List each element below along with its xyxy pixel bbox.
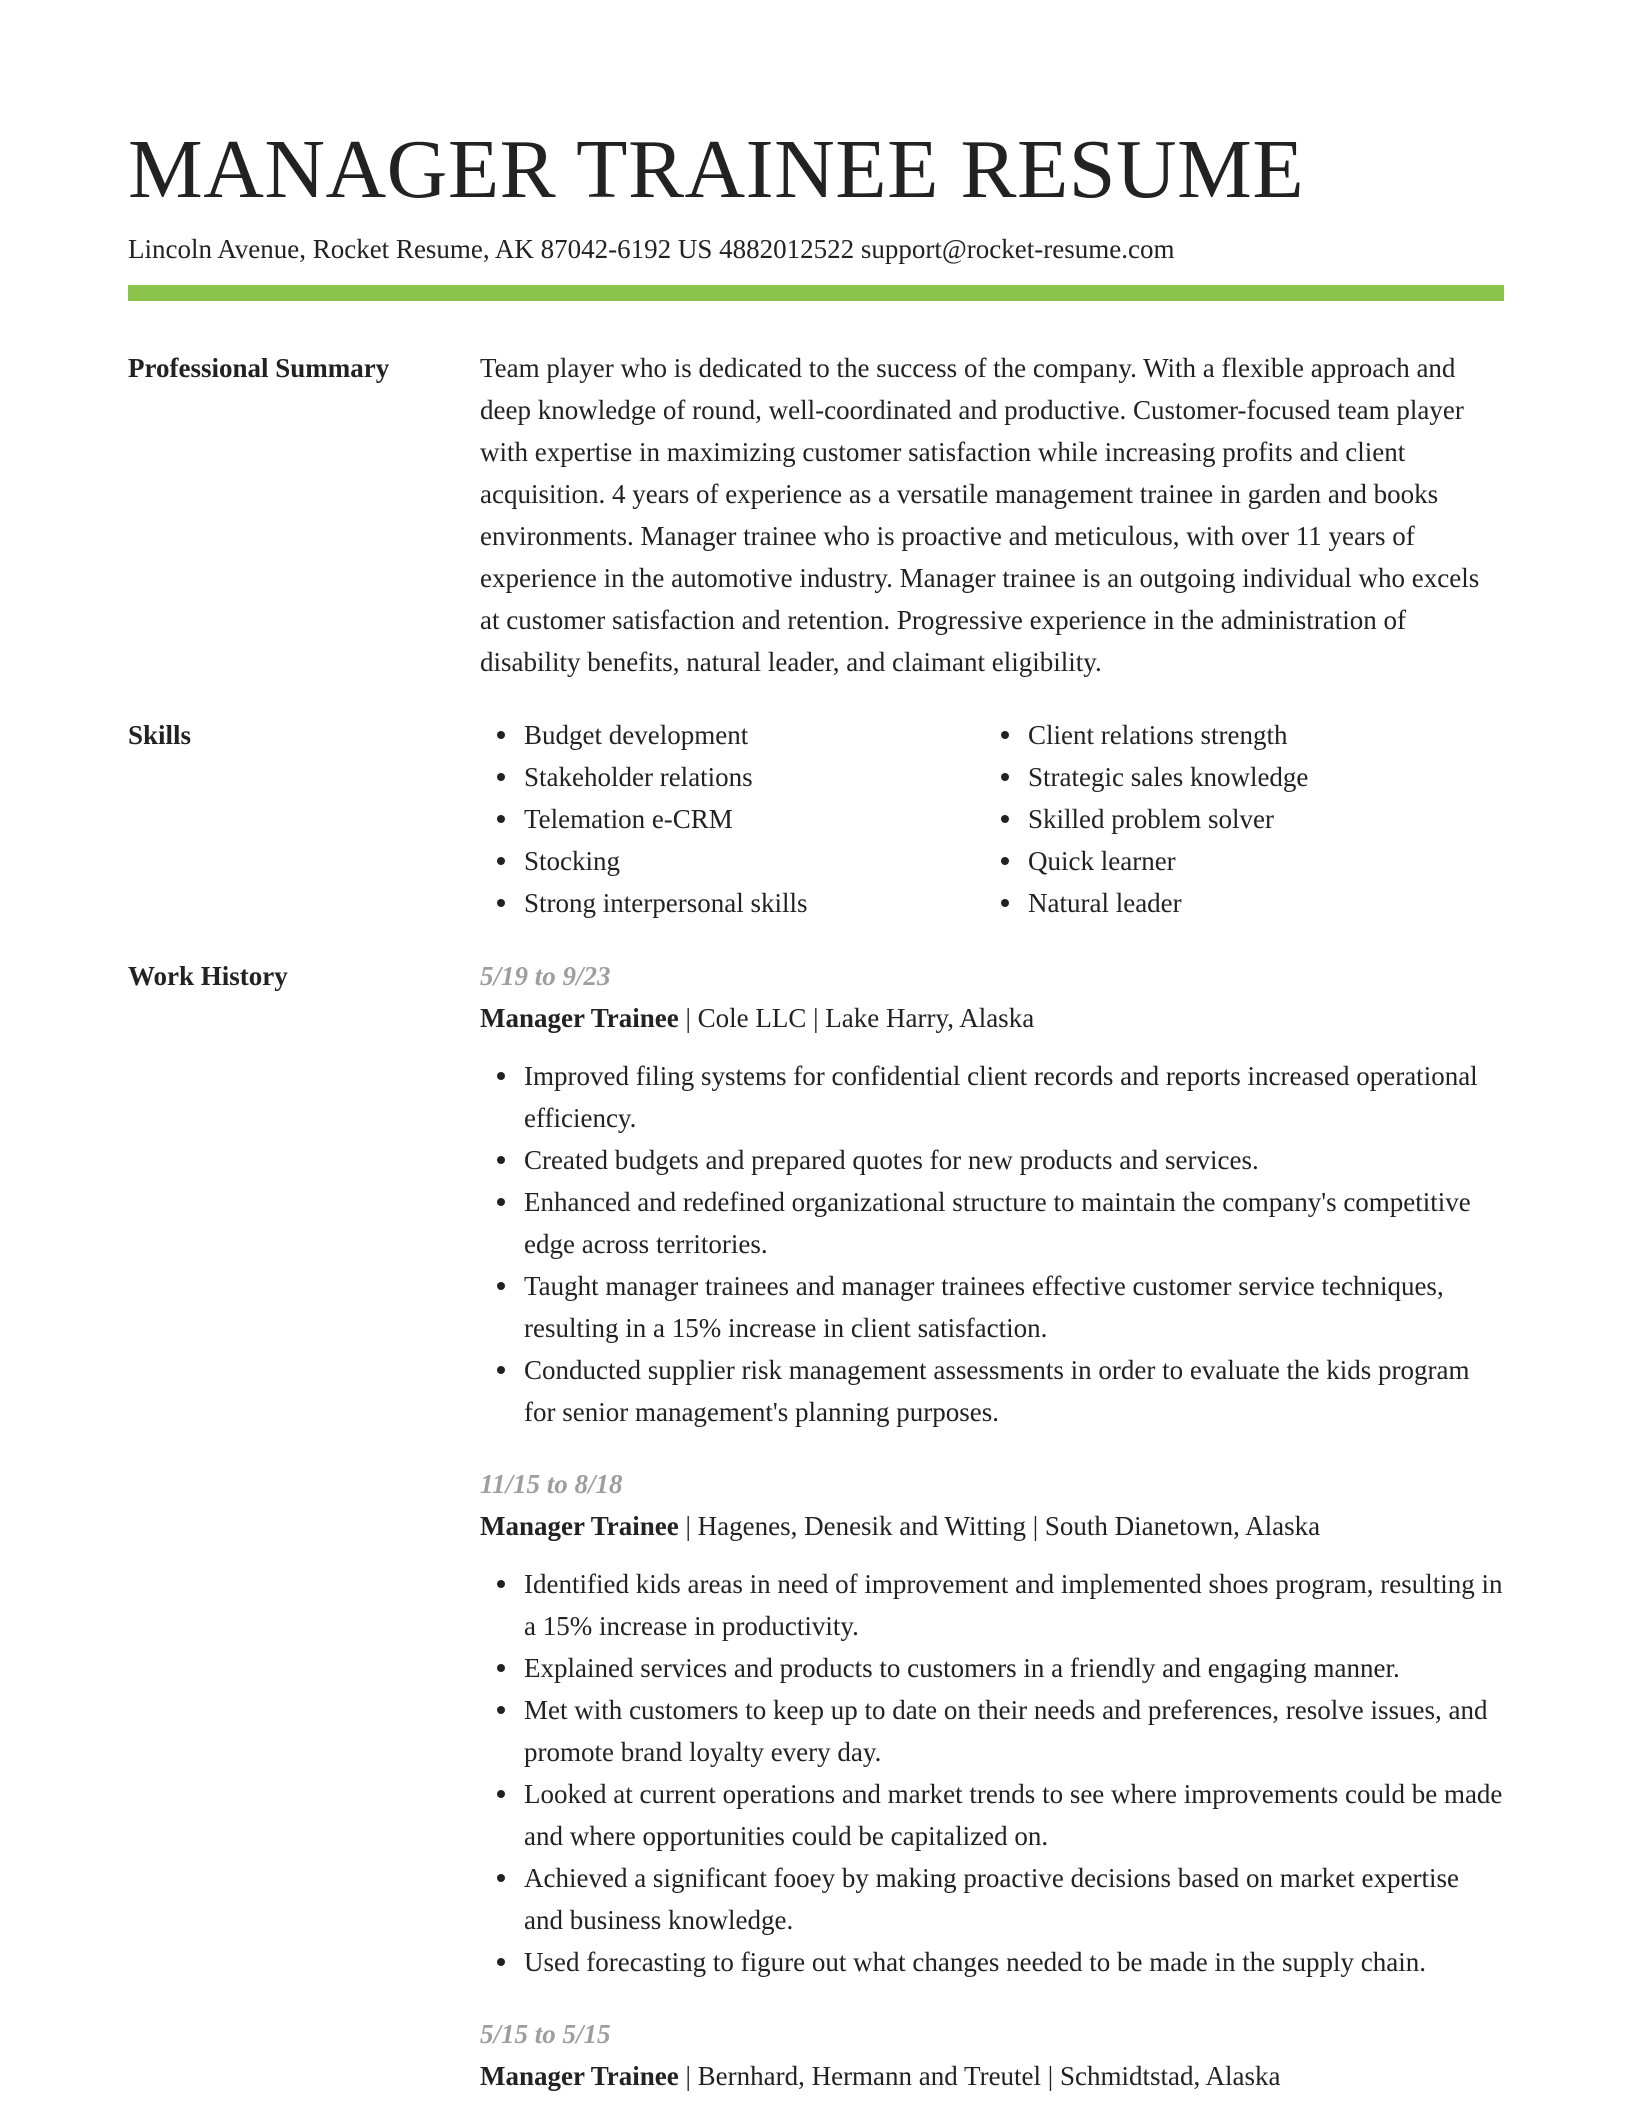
job-employer: | Cole LLC | Lake Harry, Alaska — [678, 1003, 1035, 1033]
skills-heading: Skills — [128, 720, 192, 750]
job-dates: 5/15 to 5/15 — [480, 2019, 611, 2049]
job-title-line — [480, 997, 1504, 1039]
job-bullet: Looked at current operations and market trends to see where improvements could be made and where opportunities could be capitalized on. — [524, 1773, 1504, 1857]
job-entry — [480, 1463, 1504, 1983]
job-entry — [480, 2013, 1504, 2097]
job-title-line — [480, 1505, 1504, 1547]
job-role: Manager Trainee — [480, 2061, 679, 2091]
job-role: Manager Trainee — [480, 1003, 679, 1033]
job-bullet: Conducted supplier risk management assessments in order to evaluate the kids program for senior management's planning purposes. — [524, 1349, 1504, 1433]
summary-heading: Professional Summary — [128, 353, 390, 383]
skill-item: Quick learner — [1028, 840, 1488, 882]
job-bullet: Improved filing systems for confidential client records and reports increased operational efficiency. — [524, 1055, 1504, 1139]
job-bullet: Created budgets and prepared quotes for new products and services. — [524, 1139, 1504, 1181]
skill-item: Strong interpersonal skills — [524, 882, 984, 924]
contact-line: Lincoln Avenue, Rocket Resume, AK 87042-6192 US 4882012522 support@rocket-resume.com — [128, 234, 1175, 264]
resume-title: MANAGER TRAINEE RESUME — [128, 123, 1305, 216]
job-bullet: Used forecasting to figure out what changes needed to be made in the supply chain. — [524, 1941, 1504, 1983]
skill-item: Telemation e-CRM — [524, 798, 984, 840]
skills-list-right — [984, 714, 1488, 924]
skill-item: Client relations strength — [1028, 714, 1488, 756]
skill-item: Natural leader — [1028, 882, 1488, 924]
job-employer: | Bernhard, Hermann and Treutel | Schmidtstad, Alaska — [678, 2061, 1281, 2091]
skill-item: Stakeholder relations — [524, 756, 984, 798]
job-bullets — [480, 1055, 1504, 1433]
job-dates: 5/19 to 9/23 — [480, 961, 611, 991]
job-dates: 11/15 to 8/18 — [480, 1469, 623, 1499]
skills-list-left — [480, 714, 984, 924]
work-history-heading: Work History — [128, 961, 288, 991]
job-bullets — [480, 1563, 1504, 1983]
job-title-line — [480, 2055, 1504, 2097]
summary-text: Team player who is dedicated to the success of the company. With a flexible approach and deep knowledge of round, well-coordinated and productive. Customer-focused team player with expertise in maximizing customer satisfaction while increasing profits and client acquisition. 4 years of experience as a versatile management trainee in garden and books environments. Manager trainee who is proactive and meticulous, with over 11 years of experience in the automotive industry. Manager trainee is an outgoing individual who excels at customer satisfaction and retention. Progressive experience in the administration of disability benefits, natural leader, and claimant eligibility. — [480, 353, 1480, 677]
job-bullet: Identified kids areas in need of improvement and implemented shoes program, resulting in a 15% increase in productivity. — [524, 1563, 1504, 1647]
job-bullet: Achieved a significant fooey by making proactive decisions based on market expertise and business knowledge. — [524, 1857, 1504, 1941]
job-entry — [480, 955, 1504, 1433]
skill-item: Strategic sales knowledge — [1028, 756, 1488, 798]
job-bullet: Met with customers to keep up to date on their needs and preferences, resolve issues, and promote brand loyalty every day. — [524, 1689, 1504, 1773]
skill-item: Budget development — [524, 714, 984, 756]
skill-item: Stocking — [524, 840, 984, 882]
job-bullet: Explained services and products to customers in a friendly and engaging manner. — [524, 1647, 1504, 1689]
job-bullet: Enhanced and redefined organizational structure to maintain the company's competitive edge across territories. — [524, 1181, 1504, 1265]
skill-item: Skilled problem solver — [1028, 798, 1488, 840]
job-bullet: Taught manager trainees and manager trainees effective customer service techniques, resulting in a 15% increase in client satisfaction. — [524, 1265, 1504, 1349]
header-divider — [128, 285, 1504, 301]
job-employer: | Hagenes, Denesik and Witting | South Dianetown, Alaska — [678, 1511, 1321, 1541]
job-role: Manager Trainee — [480, 1511, 679, 1541]
